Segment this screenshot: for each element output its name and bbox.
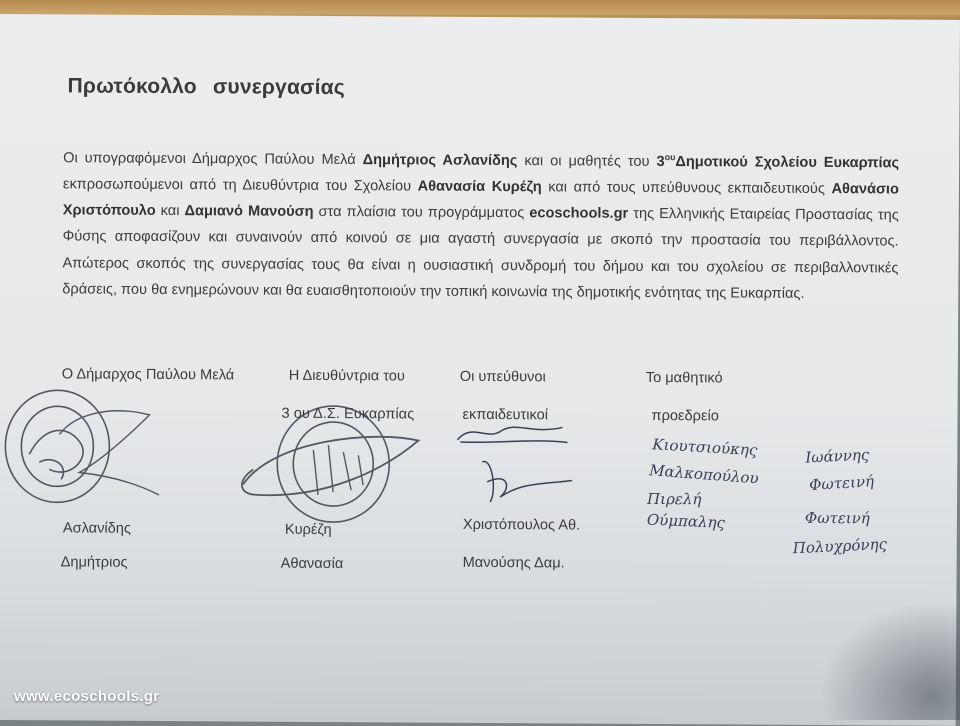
school-stamp [233,399,454,530]
teacher-2-name: Μανούσης Δαμ. [462,554,565,572]
body-segment: Αθανασία Κυρέζη [417,178,542,196]
body-segment: Δαμιανό Μανούση [184,203,314,221]
students-heading: Το μαθητικό [645,369,723,387]
body-segment: Δημοτικού Σχολείου Ευκαρπίας [675,153,900,172]
body-segment: 3 [656,153,665,170]
mayor-name: Δημήτριος [60,554,128,571]
student-name: Φωτεινή [808,472,875,495]
body-segment: ου [664,152,676,163]
body-segment: Δημήτριος Ασλανίδης [362,152,518,170]
director-surname: Κυρέζη [284,521,332,539]
student-name: Ιωάννης [804,445,870,467]
shadow-overlay [820,600,960,720]
protocol-document [0,14,960,726]
mayor-surname: Ασλανίδης [62,520,131,537]
student-name: Κιουτσιούκης [651,435,758,460]
body-segment: στα πλαίσια του προγράμματος [313,204,530,222]
body-segment: και από τους υπεύθυνους εκπαιδευτικούς [541,179,832,198]
body-segment: και οι μαθητές του [517,153,657,170]
body-segment: της Ελληνικής Εταιρείας Προστασίας της Φύσης αποφασίζουν και συναινούν από κοινού σε μια αγαστή συνεργασία με σκοπό την προστασία του περιβάλλοντος. Απώτερος σκοπός της συνεργασίας τους θα είναι η ουσιαστική συνδρομή του δήμου και του σχολείου σε περιβαλλοντικές δράσεις, που θα ενημερώνουν και θα ευαισθητοποιούν την τοπική κοινωνία της δημοτικής ενότητας της Ευκαρπίας. [62,206,899,302]
teachers-heading: Οι υπεύθυνοι [459,368,546,386]
students-heading-2: προεδρείο [651,407,719,425]
student-name: Φωτεινή [804,508,870,528]
body-segment: ecoschools.gr [529,205,629,223]
director-heading: Η Διευθύντρια του [288,367,405,385]
teachers-heading-2: εκπαιδευτικοί [462,406,549,424]
director-name: Αθανασία [280,555,344,573]
municipality-stamp [0,384,170,515]
teacher-1-name: Χριστόπουλος Αθ. [462,516,581,534]
body-segment: Οι υπογραφόμενοι Δήμαρχος Παύλου Μελά [63,150,363,169]
student-name: Πολυχρόνης [792,534,888,558]
student-name: Πιρελή [646,489,702,509]
mayor-heading: Ο Δήμαρχος Παύλου Μελά [61,366,235,384]
student-name: Ούμπαλης [646,510,726,532]
document-body [62,140,899,307]
watermark-url: www.ecoschools.gr [14,688,160,705]
body-segment: εκπροσωπούμενοι από τη Διευθύντρια του Σχολείου [62,176,418,195]
teachers-signatures [452,412,593,513]
body-segment: και [155,203,185,220]
director-school: 3 ου Δ.Σ. Ευκαρπίας [281,405,415,423]
student-name: Μαλκοπούλου [648,461,760,488]
body-segment: Αθανάσιο Χριστόπουλο [62,181,899,220]
document-title: Πρωτόκολλο συνεργασίας [67,74,346,100]
